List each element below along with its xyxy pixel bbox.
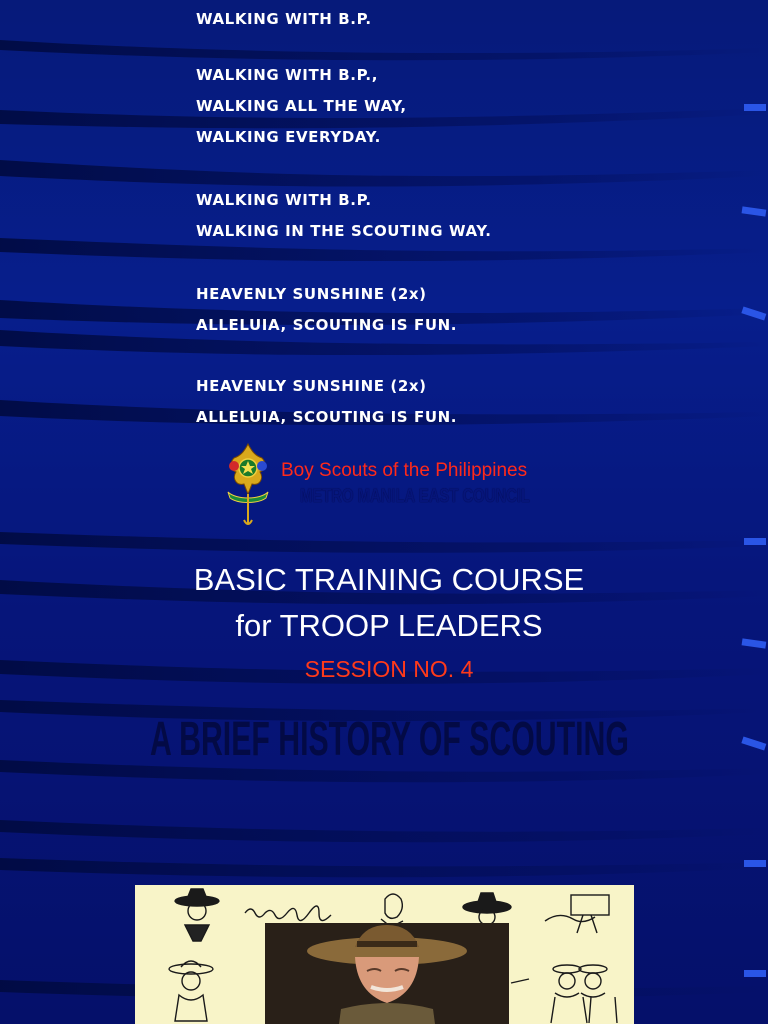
lyric-line: WALKING EVERYDAY. <box>196 128 381 146</box>
lyric-line: WALKING WITH B.P. <box>196 191 372 209</box>
song-title: WALKING WITH B.P. <box>196 10 372 28</box>
course-title-line1: BASIC TRAINING COURSE <box>193 562 585 597</box>
lyric-line: WALKING WITH B.P., <box>196 66 379 84</box>
lyric-line: ALLELUIA, SCOUTING IS FUN. <box>196 408 458 426</box>
lyric-line: WALKING IN THE SCOUTING WAY. <box>196 222 492 240</box>
lyric-line: HEAVENLY SUNSHINE (2x) <box>196 285 427 303</box>
lyric-line: HEAVENLY SUNSHINE (2x) <box>196 377 427 395</box>
course-title-line2: for TROOP LEADERS <box>235 608 543 643</box>
baden-powell-portrait <box>265 923 509 1024</box>
organization-name: Boy Scouts of the Philippines <box>281 460 528 481</box>
session-topic: A BRIEF HISTORY OF SCOUTING <box>150 713 629 766</box>
session-number: SESSION NO. 4 <box>304 656 474 682</box>
lyric-line: ALLELUIA, SCOUTING IS FUN. <box>196 316 458 334</box>
council-name: METRO MANILA EAST COUNCIL <box>300 486 530 507</box>
scout-emblem-icon <box>222 442 274 528</box>
illustration-panel <box>135 885 634 1024</box>
lyric-line: WALKING ALL THE WAY, <box>196 97 407 115</box>
